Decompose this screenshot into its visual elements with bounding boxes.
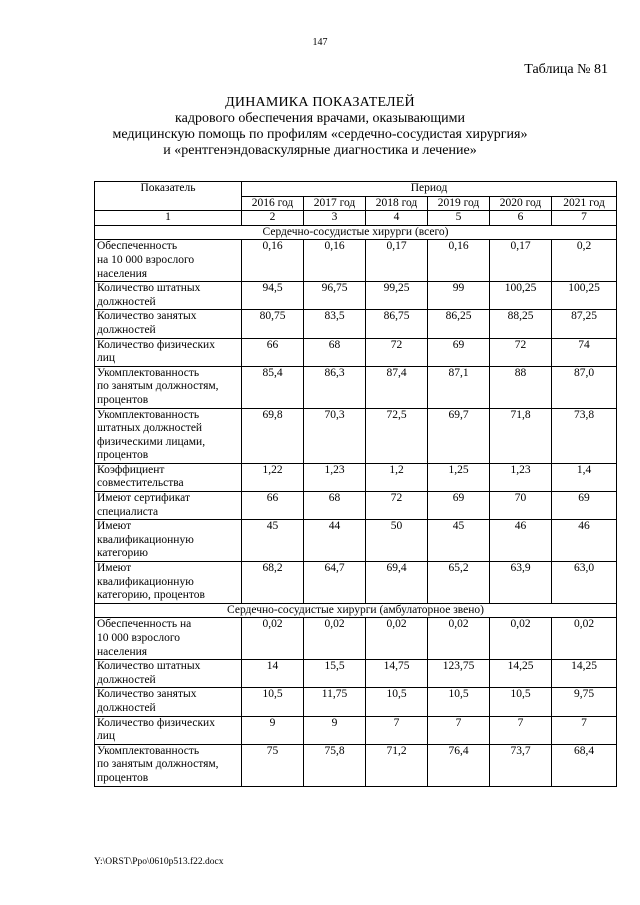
column-number: 7 <box>552 211 617 226</box>
indicator-name-line: совместительства <box>97 477 184 490</box>
value-cell: 0,16 <box>428 240 490 282</box>
indicator-name-line: должностей <box>97 701 156 714</box>
value-cell: 1,23 <box>304 463 366 491</box>
indicator-name-line: процентов <box>97 771 149 784</box>
title-line: кадрового обеспечения врачами, оказывающими <box>175 111 465 126</box>
value-cell: 0,02 <box>304 618 366 660</box>
value-cell: 10,5 <box>366 688 428 716</box>
value-cell: 7 <box>552 716 617 744</box>
indicator-name-line: Укомплектованность <box>97 408 200 421</box>
header-year: 2020 год <box>490 196 552 211</box>
value-cell: 69,7 <box>428 408 490 463</box>
value-cell: 75,8 <box>304 744 366 786</box>
indicator-name-line: Количество физических <box>97 716 215 729</box>
header-period: Период <box>242 182 617 197</box>
value-cell: 0,02 <box>490 618 552 660</box>
value-cell: 66 <box>242 492 304 520</box>
value-cell: 76,4 <box>428 744 490 786</box>
column-number: 1 <box>95 211 242 226</box>
indicator-name-line: физическими лицами, <box>97 435 206 448</box>
indicator-name-line: Коэффициент <box>97 463 165 476</box>
value-cell: 7 <box>490 716 552 744</box>
section-header-row <box>95 603 617 618</box>
table-row <box>95 463 617 491</box>
value-cell: 10,5 <box>490 688 552 716</box>
value-cell: 1,22 <box>242 463 304 491</box>
value-cell: 73,7 <box>490 744 552 786</box>
value-cell: 86,75 <box>366 310 428 338</box>
value-cell: 65,2 <box>428 562 490 604</box>
value-cell: 10,5 <box>242 688 304 716</box>
value-cell: 50 <box>366 520 428 562</box>
indicator-name-line: Количество занятых <box>97 688 197 701</box>
value-cell: 68,2 <box>242 562 304 604</box>
indicator-name-line: Имеют <box>97 562 132 575</box>
header-year: 2021 год <box>552 196 617 211</box>
indicator-name-line: специалиста <box>97 505 159 518</box>
table-row <box>95 366 617 408</box>
indicator-name-line: Обеспеченность <box>97 240 178 253</box>
title-line: и «рентгенэндоваскулярные диагностика и лечение» <box>163 143 477 158</box>
indicator-name-line: квалификационную <box>97 533 194 546</box>
header-year: 2019 год <box>428 196 490 211</box>
indicator-name-line: категорию, процентов <box>97 589 205 602</box>
indicator-name-line: на 10 000 взрослого <box>97 253 195 266</box>
value-cell: 86,25 <box>428 310 490 338</box>
value-cell: 71,8 <box>490 408 552 463</box>
indicator-name-line: штатных должностей <box>97 422 203 435</box>
value-cell: 15,5 <box>304 660 366 688</box>
indicator-name-line: лиц <box>97 352 116 365</box>
header-year: 2018 год <box>366 196 428 211</box>
value-cell: 87,25 <box>552 310 617 338</box>
value-cell: 72 <box>366 492 428 520</box>
value-cell: 66 <box>242 338 304 366</box>
value-cell: 80,75 <box>242 310 304 338</box>
value-cell: 46 <box>490 520 552 562</box>
indicator-name <box>95 716 242 744</box>
title-main: ДИНАМИКА ПОКАЗАТЕЛЕЙ <box>225 95 415 110</box>
indicator-name <box>95 618 242 660</box>
table-row <box>95 408 617 463</box>
table-row <box>95 688 617 716</box>
value-cell: 0,02 <box>552 618 617 660</box>
value-cell: 100,25 <box>490 282 552 310</box>
value-cell: 11,75 <box>304 688 366 716</box>
page-number: 147 <box>312 37 328 48</box>
header-indicator: Показатель <box>95 182 242 211</box>
indicator-name <box>95 688 242 716</box>
value-cell: 45 <box>242 520 304 562</box>
value-cell: 69 <box>428 492 490 520</box>
value-cell: 99,25 <box>366 282 428 310</box>
value-cell: 86,3 <box>304 366 366 408</box>
indicator-name-line: населения <box>97 267 148 280</box>
value-cell: 88,25 <box>490 310 552 338</box>
value-cell: 69,8 <box>242 408 304 463</box>
value-cell: 1,2 <box>366 463 428 491</box>
indicator-name-line: должностей <box>97 323 156 336</box>
table-row <box>95 310 617 338</box>
header-row <box>95 182 617 197</box>
indicator-name <box>95 282 242 310</box>
indicator-name-line: квалификационную <box>97 575 194 588</box>
indicator-name-line: 10 000 взрослого <box>97 632 181 644</box>
value-cell: 74 <box>552 338 617 366</box>
column-number: 4 <box>366 211 428 226</box>
table-row <box>95 562 617 604</box>
table-row <box>95 240 617 282</box>
value-cell: 7 <box>428 716 490 744</box>
value-cell: 69 <box>552 492 617 520</box>
value-cell: 14,25 <box>490 660 552 688</box>
value-cell: 0,16 <box>242 240 304 282</box>
indicator-name-line: лиц <box>97 730 116 743</box>
value-cell: 0,17 <box>490 240 552 282</box>
value-cell: 72 <box>366 338 428 366</box>
indicator-name-line: категорию <box>97 547 149 560</box>
header-year: 2017 год <box>304 196 366 211</box>
value-cell: 99 <box>428 282 490 310</box>
value-cell: 72 <box>490 338 552 366</box>
value-cell: 0,2 <box>552 240 617 282</box>
table-row <box>95 618 617 660</box>
indicator-name <box>95 562 242 604</box>
table-row <box>95 744 617 786</box>
indicator-name-line: по занятым должностям, <box>97 380 219 393</box>
value-cell: 68 <box>304 492 366 520</box>
value-cell: 70,3 <box>304 408 366 463</box>
indicator-name <box>95 520 242 562</box>
table-row <box>95 660 617 688</box>
column-numbers-row <box>95 211 617 226</box>
table-title <box>0 95 640 159</box>
value-cell: 0,17 <box>366 240 428 282</box>
value-cell: 14,75 <box>366 660 428 688</box>
header-year: 2016 год <box>242 196 304 211</box>
value-cell: 46 <box>552 520 617 562</box>
value-cell: 96,75 <box>304 282 366 310</box>
indicator-name-line: населения <box>97 645 148 658</box>
column-number: 2 <box>242 211 304 226</box>
value-cell: 85,4 <box>242 366 304 408</box>
column-number: 5 <box>428 211 490 226</box>
table-row <box>95 520 617 562</box>
indicator-name-line: Обеспеченность на <box>97 618 192 631</box>
value-cell: 9 <box>304 716 366 744</box>
value-cell: 7 <box>366 716 428 744</box>
value-cell: 45 <box>428 520 490 562</box>
table-row <box>95 492 617 520</box>
indicator-name-line: Количество штатных <box>97 660 201 673</box>
value-cell: 87,4 <box>366 366 428 408</box>
section-header-row <box>95 225 617 240</box>
value-cell: 75 <box>242 744 304 786</box>
indicator-name <box>95 338 242 366</box>
value-cell: 1,4 <box>552 463 617 491</box>
indicator-name-line: Количество занятых <box>97 310 197 323</box>
value-cell: 63,0 <box>552 562 617 604</box>
value-cell: 71,2 <box>366 744 428 786</box>
indicator-name-line: процентов <box>97 449 149 462</box>
value-cell: 0,02 <box>366 618 428 660</box>
indicator-name <box>95 660 242 688</box>
value-cell: 68 <box>304 338 366 366</box>
value-cell: 100,25 <box>552 282 617 310</box>
indicator-name-line: процентов <box>97 393 149 406</box>
indicator-name <box>95 366 242 408</box>
indicator-name <box>95 492 242 520</box>
value-cell: 70 <box>490 492 552 520</box>
value-cell: 14 <box>242 660 304 688</box>
title-line: медицинскую помощь по профилям «сердечно-сосудистая хирургия» <box>112 127 528 142</box>
value-cell: 0,16 <box>304 240 366 282</box>
value-cell: 44 <box>304 520 366 562</box>
value-cell: 64,7 <box>304 562 366 604</box>
indicator-name-line: должностей <box>97 295 156 308</box>
table-row <box>95 716 617 744</box>
indicator-name <box>95 240 242 282</box>
value-cell: 94,5 <box>242 282 304 310</box>
value-cell: 9,75 <box>552 688 617 716</box>
section-title: Сердечно-сосудистые хирурги (амбулаторное звено) <box>95 603 617 618</box>
indicator-name-line: Укомплектованность <box>97 366 200 379</box>
value-cell: 73,8 <box>552 408 617 463</box>
indicator-name-line: Количество физических <box>97 338 215 351</box>
value-cell: 1,23 <box>490 463 552 491</box>
value-cell: 9 <box>242 716 304 744</box>
value-cell: 63,9 <box>490 562 552 604</box>
column-number: 6 <box>490 211 552 226</box>
indicator-name <box>95 310 242 338</box>
indicator-name-line: Имеют <box>97 520 132 533</box>
indicator-name-line: по занятым должностям, <box>97 758 219 771</box>
value-cell: 68,4 <box>552 744 617 786</box>
value-cell: 1,25 <box>428 463 490 491</box>
value-cell: 10,5 <box>428 688 490 716</box>
table-row <box>95 282 617 310</box>
indicator-name <box>95 408 242 463</box>
value-cell: 88 <box>490 366 552 408</box>
table-row <box>95 338 617 366</box>
indicator-name-line: Количество штатных <box>97 282 201 295</box>
value-cell: 69 <box>428 338 490 366</box>
column-number: 3 <box>304 211 366 226</box>
value-cell: 14,25 <box>552 660 617 688</box>
indicator-name <box>95 744 242 786</box>
indicator-name-line: Имеют сертификат <box>97 492 191 505</box>
value-cell: 123,75 <box>428 660 490 688</box>
file-path-footer: Y:\ORST\Ppo\0610p513.f22.docx <box>94 857 224 867</box>
section-title: Сердечно-сосудистые хирурги (всего) <box>95 225 617 240</box>
table-label: Таблица № 81 <box>524 62 608 77</box>
value-cell: 87,0 <box>552 366 617 408</box>
value-cell: 0,02 <box>242 618 304 660</box>
indicator-name <box>95 463 242 491</box>
value-cell: 83,5 <box>304 310 366 338</box>
indicator-name-line: должностей <box>97 673 156 686</box>
indicator-name-line: Укомплектованность <box>97 744 200 757</box>
value-cell: 0,02 <box>428 618 490 660</box>
value-cell: 87,1 <box>428 366 490 408</box>
value-cell: 72,5 <box>366 408 428 463</box>
value-cell: 69,4 <box>366 562 428 604</box>
indicators-table <box>94 181 617 787</box>
